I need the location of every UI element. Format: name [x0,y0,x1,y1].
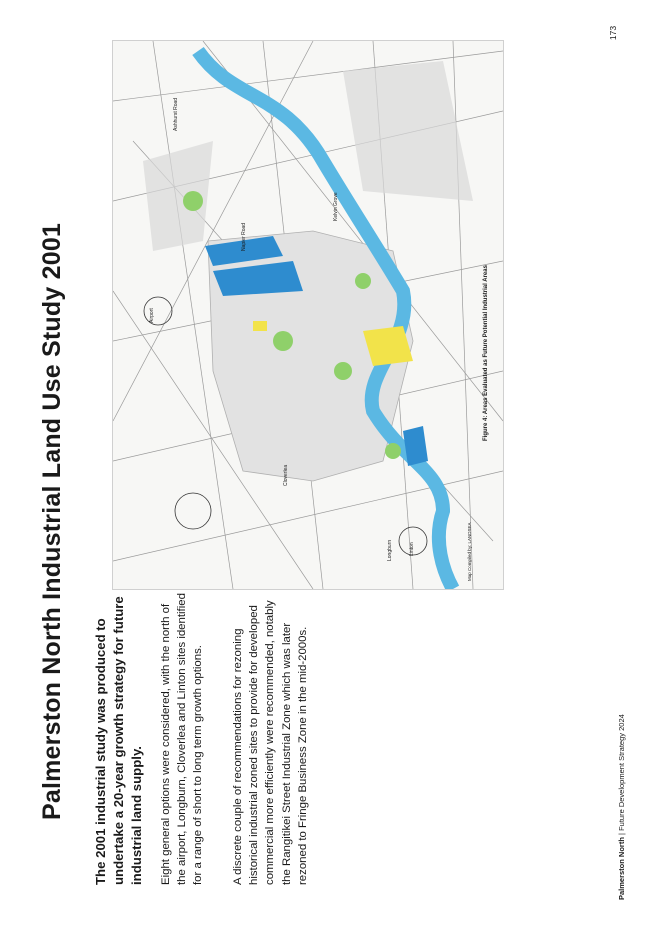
footer-org: Palmerston North [617,837,626,900]
page-title: Palmerston North Industrial Land Use Study 2001 [38,222,66,820]
map-inner-title: Figure 4: Areas Evaluated as Future Potential Industrial Areas [483,265,489,441]
body-paragraph-1: Eight general options were considered, with the north of the airport, Longburn, Cloverlea and Linton sites identified for a range of short to long term growth options. [160,593,205,885]
map-legend: Map Compiled by: LANDSEA [467,522,472,581]
map-label-napier: Napier Road [241,222,247,251]
footer [617,714,626,900]
industrial-growth-options-map [112,40,504,590]
lead-paragraph: The 2001 industrial study was produced to undertake a 20-year growth strategy for future industrial land supply. [93,596,144,885]
body-paragraph-2: A discrete couple of recommendations for rezoning historical industrial zoned sites to provide for developed commercial more efficiently were recommended, notably the Rangitikei Street Industrial Zone which was later rezoned to Fringe Business Zone in the mid-2000s. [232,600,309,885]
map-graphic [113,41,503,589]
map-label-cloverlea: Cloverlea [283,464,289,486]
map-label-linton: Linton [409,542,415,556]
map-label-longburn: Longburn [387,539,393,561]
map-label-kelvin-grove: Kelvin Grove [333,192,339,221]
page-number: 173 [608,25,619,41]
map-label-airport: Airport [149,308,155,323]
footer-doc: | Future Development Strategy 2024 [617,714,626,835]
map-label-ashhurst: Ashhurst Road [173,97,179,131]
